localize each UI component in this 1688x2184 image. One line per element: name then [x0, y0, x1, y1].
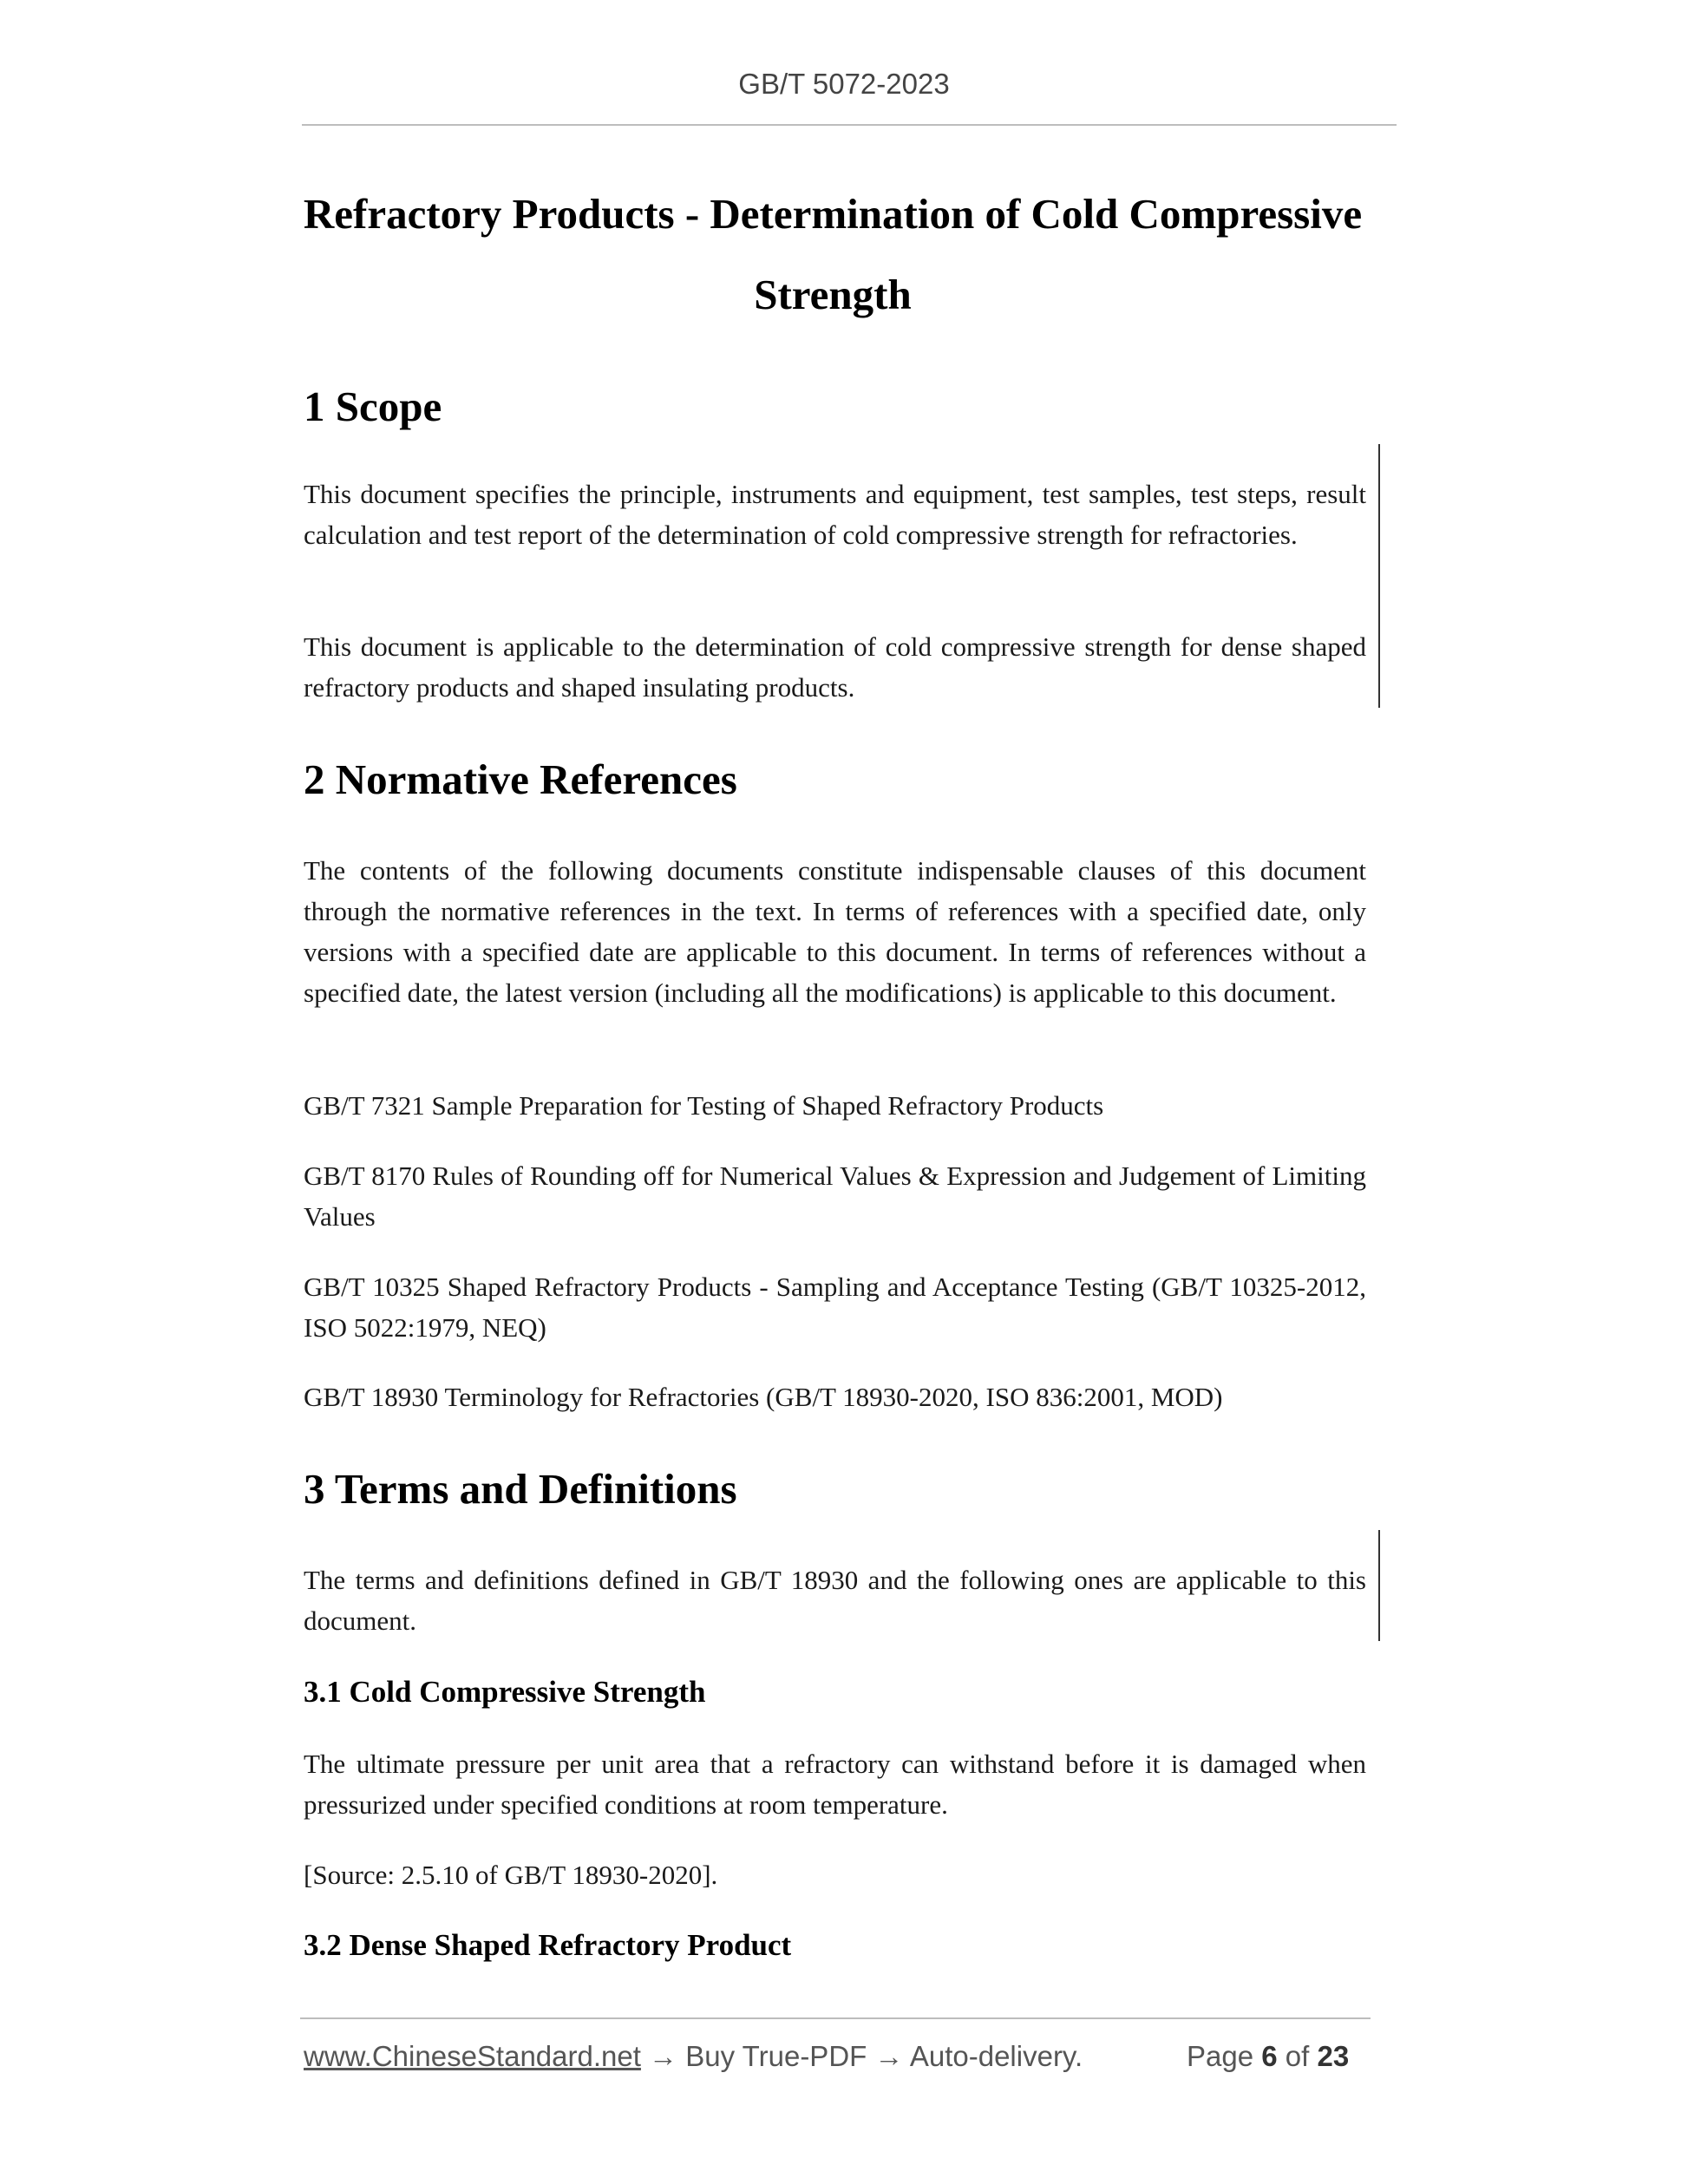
document-title: Refractory Products - Determination of Cold Compressive Strength	[303, 190, 1363, 318]
header-divider	[302, 124, 1397, 126]
footer-promo	[304, 2040, 1083, 2073]
of-label: of	[1285, 2040, 1310, 2072]
arrow-right-icon: →	[874, 2040, 904, 2072]
chinese-standard-link[interactable]: www.ChineseStandard.net	[304, 2040, 641, 2072]
section-heading-terms-definitions: 3 Terms and Definitions	[304, 1465, 737, 1513]
section-heading-normative-references: 2 Normative References	[304, 755, 737, 803]
section-heading-scope: 1 Scope	[304, 383, 442, 430]
terms-intro-paragraph: The terms and definitions defined in GB/T 18930 and the following ones are applicable to this document.	[304, 1565, 1366, 1636]
buy-true-pdf-text: Buy True-PDF	[685, 2040, 867, 2072]
term-heading-dense-shaped-refractory-product: 3.2 Dense Shaped Refractory Product	[304, 1928, 792, 1962]
footer-divider	[300, 2017, 1371, 2019]
revision-bar	[1378, 444, 1380, 708]
page-total: 23	[1317, 2040, 1350, 2072]
scope-paragraph-1: This document specifies the principle, instruments and equipment, test samples, test steps, result calculation and test report of the determination of cold compressive strength for refractories.	[304, 479, 1366, 550]
auto-delivery-text: Auto-delivery.	[909, 2040, 1083, 2072]
page-indicator	[1187, 2040, 1349, 2073]
term-source: [Source: 2.5.10 of GB/T 18930-2020].	[304, 1860, 718, 1890]
normative-reference-item: GB/T 7321 Sample Preparation for Testing of Shaped Refractory Products	[304, 1090, 1104, 1121]
arrow-right-icon: →	[649, 2040, 678, 2072]
normative-reference-item: GB/T 10325 Shaped Refractory Products - Sampling and Acceptance Testing (GB/T 10325-2012, ISO 5022:1979, NEQ)	[304, 1272, 1366, 1343]
term-definition: The ultimate pressure per unit area that a refractory can withstand before it is damaged when pressurized under specified conditions at room temperature.	[304, 1749, 1366, 1820]
header-doc-id: GB/T 5072-2023	[738, 68, 950, 100]
revision-bar	[1378, 1530, 1380, 1641]
normative-reference-item: GB/T 8170 Rules of Rounding off for Numerical Values & Expression and Judgement of Limiting Values	[304, 1161, 1366, 1232]
page-number: 6	[1261, 2040, 1278, 2072]
normative-reference-item: GB/T 18930 Terminology for Refractories (GB/T 18930-2020, ISO 836:2001, MOD)	[304, 1382, 1223, 1412]
scope-paragraph-2: This document is applicable to the determination of cold compressive strength for dense shaped refractory products and shaped insulating products.	[304, 631, 1366, 703]
page-label: Page	[1187, 2040, 1254, 2072]
normative-intro-paragraph: The contents of the following documents constitute indispensable clauses of this document through the normative references in the text. In terms of references with a specified date, only versions with a specified date are applicable to this document. In terms of references without a specified date, the latest version (including all the modifications) is applicable to this document.	[304, 855, 1366, 1008]
term-heading-cold-compressive-strength: 3.1 Cold Compressive Strength	[304, 1675, 706, 1709]
